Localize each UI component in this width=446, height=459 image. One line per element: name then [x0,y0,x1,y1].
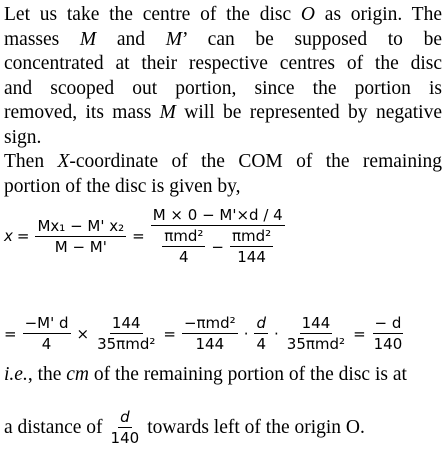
eq2-frac-b [95,314,157,353]
eq1-f2-denominator [158,226,277,266]
eq1-f2-den-frac-b [230,227,273,266]
eq1-f1-denominator: M − M' [54,237,107,256]
eq1-f2-den-minus: − [211,237,224,256]
eq2-f-num: − d [374,314,402,332]
conclusion-frac-den: 140 [110,429,140,447]
eq2-dot-2: · [274,324,279,343]
conclusion-suffix: towards left of the origin O. [147,416,365,438]
eq1-f2-den-b-den: 144 [237,248,266,266]
eq2-c-num: −πmd² [183,314,236,332]
eq2-d-num: d [256,314,266,332]
eq2-equals: = [4,324,17,343]
equation-1 [4,206,287,266]
eq2-a-den: 4 [41,335,52,353]
eq2-c-den: 144 [195,335,225,353]
conclusion-fraction [109,408,142,447]
eq2-b-den: 35πmd² [97,335,156,353]
conclusion-line-1 [4,363,442,388]
eq1-equals-2: = [132,227,145,245]
eq2-b-num: 144 [111,314,141,332]
equation-2 [4,314,406,353]
eq2-frac-a [23,314,71,353]
intro-line-1: Let us take the centre of the disc O as origin. The [4,4,442,25]
then-line-2: portion of the disc is given by, [4,175,241,197]
intro-line-5: removed, its mass M will be represented by negative [4,102,442,123]
eq2-equals-2: = [163,324,176,343]
eq1-f1-numerator: Mx₁ − M' x₂ [37,216,125,235]
paragraph-then [4,150,442,199]
eq1-x: x [4,227,13,245]
intro-line-3: concentrated at their respective centres of the disc [4,53,442,74]
then-line-1: Then X-coordinate of the COM of the remaining [4,151,442,172]
eq2-frac-c [182,314,238,353]
intro-line-4: and scooped out portion, since the portion is [4,77,442,99]
conclusion-line-2 [4,408,365,447]
eq2-times: × [76,324,90,343]
conclusion-prefix: a distance of [4,416,103,438]
eq2-equals-3: = [353,324,366,343]
eq2-e-num: 144 [301,314,331,332]
eq2-dot-1: · [243,324,249,343]
conclusion-frac-num: d [120,408,130,426]
intro-line-2: masses M and M’ can be supposed to be [4,28,442,50]
eq2-e-den: 35πmd² [286,335,346,353]
eq1-f2-den-a-num: πmd² [164,227,204,245]
eq2-a-num: −M' d [24,314,69,332]
eq2-frac-e [285,314,347,353]
eq1-f2-den-frac-a [162,227,205,266]
eq2-frac-f [372,314,405,353]
eq1-f2-den-b-num: πmd² [232,227,272,245]
eq1-fraction-2 [151,206,285,266]
eq2-f-den: 140 [373,335,403,353]
eq1-fraction-1 [35,217,126,256]
eq1-f2-numerator: M × 0 − M'×d / 4 [152,206,283,224]
eq2-frac-d [254,314,268,353]
intro-line-6: sign. [4,126,42,148]
conclusion-text: i.e., the cm of the remaining portion of the disc is at [4,364,407,385]
eq1-equals: = [16,227,30,245]
eq2-d-den: 4 [256,335,267,353]
eq1-f2-den-a-den: 4 [179,248,189,266]
paragraph-intro [4,3,442,150]
